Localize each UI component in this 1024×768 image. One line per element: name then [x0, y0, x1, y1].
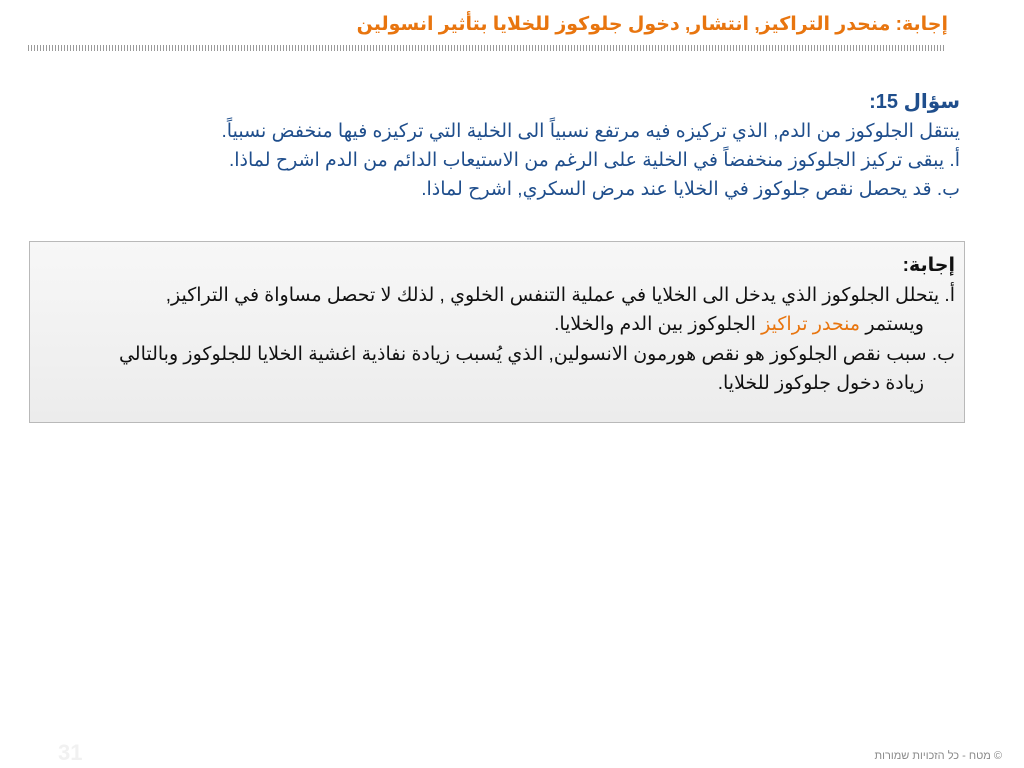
question-heading: سؤال 15:: [869, 91, 960, 113]
answer-block: [40, 251, 955, 399]
question-item-a: أ. يبقى تركيز الجلوكوز منخفضاً في الخلية على الرغم من الاستيعاب الدائم من الدم اشرح لماذا.: [228, 150, 960, 171]
question-intro: ينتقل الجلوكوز من الدم, الذي تركيزه فيه مرتفع نسبياً الى الخلية التي تركيزه فيها منخفض نسبياً.: [221, 121, 960, 142]
question-item-b: ب. قد يحصل نقص جلوكوز في الخلايا عند مرض السكري, اشرح لماذا.: [421, 179, 960, 200]
answer-b-line-2: زيادة دخول جلوكوز للخلايا.: [717, 373, 924, 394]
page-number: 31: [58, 740, 83, 765]
answer-a-line-2-start: ويستمر: [860, 314, 924, 335]
answer-heading: إجابة:: [902, 255, 955, 276]
answer-b-line-1: ب. سبب نقص الجلوكوز هو نقص هورمون الانسولين, الذي يُسبب زيادة نفاذية اغشية الخلايا للجلوكوز وبالتالي: [118, 343, 955, 365]
copyright-footer: © מטח - כל הזכויות שמורות: [874, 750, 1002, 762]
concentration-gradient-term: منحدر تراكيز: [761, 314, 861, 335]
answer-box: [29, 241, 965, 423]
answer-a-line-1: أ. يتحلل الجلوكوز الذي يدخل الى الخلايا في عملية التنفس الخلوي , لذلك لا تحصل مساواة في التراكيز,: [165, 284, 955, 306]
answer-a-line-2: [40, 310, 955, 340]
slide-title: إجابة: منحدر التراكيز, انتشار, دخول جلوكوز للخلايا بتأثير انسولين: [356, 14, 948, 35]
answer-a-line-2-end: الجلوكوز بين الدم والخلايا.: [554, 314, 762, 335]
title-divider: [28, 45, 945, 51]
question-block: [60, 88, 960, 204]
